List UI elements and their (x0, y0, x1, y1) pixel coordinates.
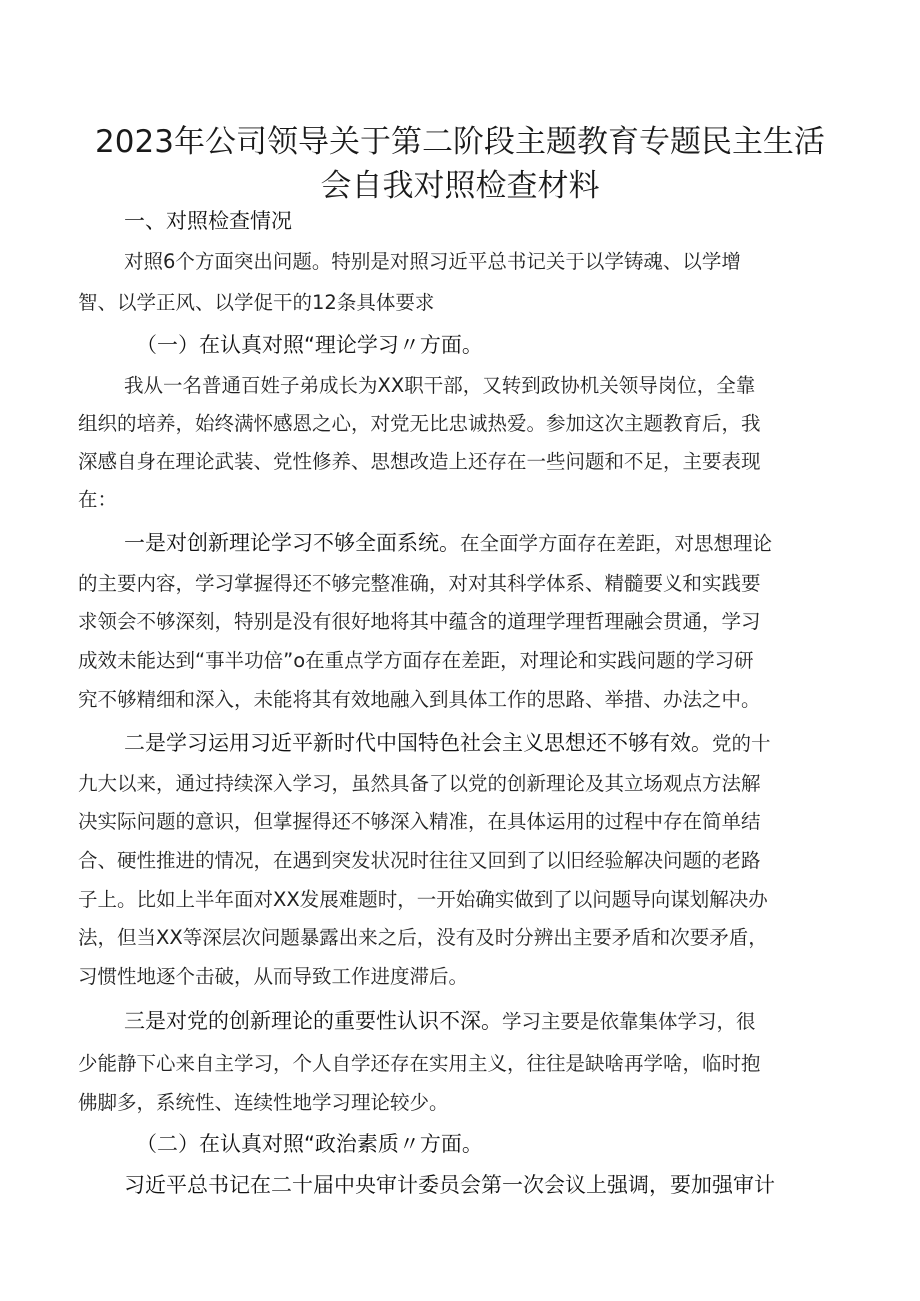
document-title-line-1: 2023年公司领导关于第二阶段主题教育专题民主生活 (95, 124, 825, 160)
paragraph-1-line-1: 我从一名普通百姓子弟成长为XX职干部，又转到政协机关领导岗位，全靠 (124, 374, 756, 397)
paragraph-4-line-3: 佛脚多，系统性、连续性地学习理论较少。 (78, 1091, 449, 1114)
paragraph-3-line-5: 子上。比如上半年面对XX发展难题时，一开始确实做到了以问题导向谋划解决办 (78, 888, 768, 911)
paragraph-3-line-1 (124, 727, 771, 757)
section-heading-1: 一、对照检查情况 (124, 209, 292, 233)
paragraph-4-line-1 (124, 1005, 756, 1035)
paragraph-3-line-2: 九大以来，通过持续深入学习，虽然具备了以党的创新理论及其立场观点方法解 (78, 772, 761, 795)
paragraph-2-line-2: 的主要内容，学习掌握得还不够完整准确，对对其科学体系、精髓要义和实践要 (78, 572, 761, 595)
paragraph-3-lead: 二是学习运用习近平新时代中国特色社会主义思想还不够有效。 (124, 731, 712, 755)
paragraph-1-line-4: 在： (78, 488, 118, 511)
intro-line-1: 对照6个方面突出问题。特别是对照习近平总书记关于以学铸魂、以学增 (124, 250, 741, 273)
paragraph-3-line-1-rest: 党的十 (712, 732, 771, 755)
paragraph-1-line-3: 深感自身在理论武装、党性修养、思想改造上还存在一些问题和不足，主要表现 (78, 450, 761, 473)
paragraph-2-line-4: 成效未能达到“事半功倍”o在重点学方面存在差距，对理论和实践问题的学习研 (78, 649, 754, 672)
paragraph-4-line-1-rest: 学习主要是依靠集体学习，很 (502, 1010, 756, 1033)
subsection-heading-2: （二）在认真对照“政治素质〃方面。 (136, 1132, 483, 1156)
paragraph-3-line-6: 法，但当XX等深层次问题暴露出来之后，没有及时分辨出主要矛盾和次要矛盾， (78, 926, 768, 949)
paragraph-4-lead: 三是对党的创新理论的重要性认识不深。 (124, 1009, 502, 1033)
intro-line-2: 智、以学正风、以学促干的12条具体要求 (78, 291, 435, 314)
paragraph-4-line-2: 少能静下心来自主学习，个人自学还存在实用主义，往往是缺啥再学啥，临时抱 (78, 1052, 761, 1075)
paragraph-1-line-2: 组织的培养，始终满怀感恩之心，对党无比忠诚热爱。参加这次主题教育后，我 (78, 412, 761, 435)
document-title-line-2: 会自我对照检查材料 (320, 168, 600, 204)
subsection-heading-1: （一）在认真对照“理论学习〃方面。 (136, 333, 483, 357)
paragraph-2-line-3: 求领会不够深刻，特别是没有很好地将其中蕴含的道理学理哲理融会贯通，学习 (78, 610, 761, 633)
paragraph-2-line-5: 究不够精细和深入，未能将其有效地融入到具体工作的思路、举措、办法之中。 (78, 688, 761, 711)
paragraph-3-line-7: 习惯性地逐个击破，从而导致工作进度滞后。 (78, 965, 469, 988)
paragraph-2-line-1-rest: 在全面学方面存在差距，对思想理论 (460, 532, 773, 555)
paragraph-3-line-4: 合、硬性推进的情况，在遇到突发状况时往往又回到了以旧经验解决问题的老路 (78, 849, 761, 872)
paragraph-2-lead: 一是对创新理论学习不够全面系统。 (124, 531, 460, 555)
paragraph-2-line-1 (124, 527, 772, 557)
paragraph-5-line-1: 习近平总书记在二十届中央审计委员会第一次会议上强调，要加强审计 (124, 1173, 775, 1197)
paragraph-3-line-3: 决实际问题的意识，但掌握得还不够深入精准，在具体运用的过程中存在简单结 (78, 810, 761, 833)
